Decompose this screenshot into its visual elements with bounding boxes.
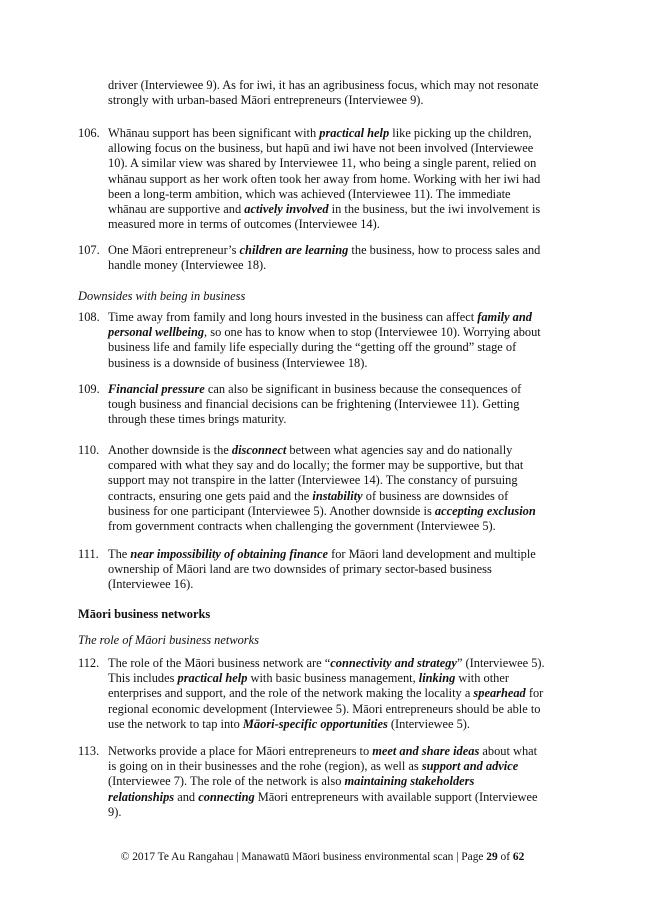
emphasis: maintaining stakeholders — [344, 774, 475, 789]
paragraph-text — [108, 382, 578, 428]
text-run: and — [174, 789, 199, 804]
text-run: in the business, but the iwi involvement is — [328, 202, 541, 217]
emphasis: relationships — [108, 789, 175, 804]
text-run: between what agencies say and do nationally — [286, 443, 513, 457]
text-run: Networks provide a place for Māori entrepreneurs to — [108, 744, 373, 758]
text-run: Māori entrepreneurs with available support (Interviewee — [254, 789, 538, 804]
text-line: tough business and financial decisions can be frightening (Interviewee 11). Getting — [108, 397, 520, 412]
text-line: (Interviewee 16). — [108, 577, 194, 592]
text-run: The — [108, 547, 131, 561]
text-run: with other — [455, 671, 509, 686]
paragraph-number: 112. — [78, 656, 100, 670]
text-line: measured more in terms of outcomes (Interviewee 14). — [108, 217, 380, 232]
emphasis: Māori-specific opportunities — [242, 716, 388, 731]
page-footer — [0, 850, 645, 865]
text-line: been a long-term ambition, which was achieved (Interviewee 11). The immediate — [108, 186, 511, 201]
text-run: ” (Interviewee 5). — [456, 656, 545, 670]
text-line — [108, 382, 578, 397]
text-run: is going on in their businesses and the rohe (region), as well as — [108, 759, 422, 774]
text-line: allowing focus on the business, but hapū and iwi have not been involved (Interviewee — [108, 141, 534, 156]
text-line — [108, 325, 578, 340]
emphasis: personal wellbeing — [108, 325, 205, 340]
emphasis: connecting — [198, 789, 255, 804]
text-line: ownership of Māori land are two downsides of primary sector-based business — [108, 562, 492, 577]
text-run: Whānau support has been significant with — [108, 126, 320, 140]
text-line — [108, 126, 578, 141]
text-line: compared with what they say and do locally; the former may be supportive, but that — [108, 458, 524, 473]
emphasis: meet and share ideas — [372, 744, 480, 758]
paragraph-text — [108, 744, 578, 820]
paragraph-text — [108, 443, 578, 534]
text-run: business for one participant (Interviewee 5). Another downside is — [108, 503, 435, 518]
text-line: 10). A similar view was shared by Interviewee 11, who being a single parent, relied on — [108, 156, 537, 171]
text-line: whānau support as her work often took her away from home. Working with her iwi had — [108, 171, 541, 186]
text-line — [108, 443, 578, 458]
text-line: business life and family life especially during the “getting off the ground” stage of — [108, 340, 517, 355]
text-line — [108, 243, 578, 258]
text-run: whānau are supportive and — [108, 202, 245, 217]
paragraph-text — [108, 656, 578, 732]
text-run: of business are downsides of — [362, 488, 509, 503]
text-line: 9). — [108, 804, 122, 819]
text-line — [108, 671, 578, 686]
text-line — [108, 717, 578, 732]
text-line: handle money (Interviewee 18). — [108, 258, 267, 273]
text-run: about what — [479, 744, 538, 758]
text-line — [108, 744, 578, 759]
text-line: from government contracts when challenging the government (Interviewee 5). — [108, 519, 496, 534]
paragraph-text — [108, 547, 578, 593]
emphasis: spearhead — [473, 686, 526, 701]
text-run: with basic business management, — [247, 671, 419, 686]
text-run: use the network to tap into — [108, 716, 243, 731]
emphasis: support and advice — [421, 759, 519, 774]
text-line: business is a downside of business (Interviewee 18). — [108, 355, 368, 370]
text-line — [108, 504, 578, 519]
paragraph-text — [108, 126, 578, 232]
section-subheading: Downsides with being in business — [78, 289, 246, 303]
paragraph-text — [108, 243, 578, 273]
text-line — [108, 790, 578, 805]
text-run: the business, how to process sales and — [348, 243, 541, 257]
emphasis: connectivity and strategy — [330, 656, 457, 670]
emphasis: family and — [477, 310, 532, 324]
footer-of: of — [497, 851, 513, 863]
footer-text: © 2017 Te Au Rangahau | Manawatū Māori business environmental scan | Page — [120, 851, 487, 863]
paragraph-number: 107. — [78, 243, 100, 257]
text-run: , so one has to know when to stop (Interviewee 10). Worrying about — [204, 325, 541, 340]
text-run: The role of the Māori business network are “ — [108, 656, 331, 670]
text-run: Another downside is the — [108, 443, 232, 457]
text-line — [108, 202, 578, 217]
text-run: (Interviewee 7). The role of the network is also — [108, 774, 345, 789]
emphasis: children are learning — [239, 243, 349, 257]
section-subheading: The role of Māori business networks — [78, 633, 259, 647]
text-line — [108, 310, 578, 325]
text-run: contracts, ensuring one gets paid and the — [108, 488, 313, 503]
paragraph-number: 113. — [78, 744, 100, 758]
continued-paragraph — [108, 78, 578, 108]
text-line: support may not transpire in the latter (Interviewee 14). The constancy of pursuing — [108, 473, 518, 488]
paragraph-text — [108, 310, 578, 371]
text-line: strongly with urban-based Māori entrepreneurs (Interviewee 9). — [108, 93, 424, 108]
text-line: driver (Interviewee 9). As for iwi, it has an agribusiness focus, which may not resonate — [108, 78, 539, 92]
emphasis: disconnect — [231, 443, 287, 457]
paragraph-number: 106. — [78, 126, 100, 140]
text-line — [108, 774, 578, 789]
text-line — [108, 547, 578, 562]
text-run: can also be significant in business because the consequences of — [204, 382, 522, 396]
emphasis: actively involved — [244, 202, 329, 217]
emphasis: linking — [418, 671, 456, 686]
text-line — [108, 656, 578, 671]
text-line: regional economic development (Interviewee 5). Māori entrepreneurs should be able to — [108, 701, 541, 716]
emphasis: practical help — [319, 126, 390, 140]
text-run: One Māori entrepreneur’s — [108, 243, 240, 257]
emphasis: instability — [312, 488, 363, 503]
text-line — [108, 759, 578, 774]
text-run: This includes — [108, 671, 178, 686]
text-run: like picking up the children, — [389, 126, 532, 140]
emphasis: near impossibility of obtaining finance — [130, 547, 328, 561]
section-heading: Māori business networks — [78, 607, 211, 621]
emphasis: accepting exclusion — [434, 503, 536, 518]
paragraph-number: 111. — [78, 547, 99, 561]
text-line: through these times brings maturity. — [108, 412, 287, 427]
text-line — [108, 686, 578, 701]
text-run: enterprises and support, and the role of the network making the locality a — [108, 686, 474, 701]
paragraph-number: 108. — [78, 310, 100, 324]
text-run: for Māori land development and multiple — [327, 547, 536, 561]
total-page-count: 62 — [512, 851, 525, 863]
current-page-number: 29 — [486, 851, 498, 863]
emphasis: practical help — [177, 671, 248, 686]
emphasis: Financial pressure — [108, 382, 205, 396]
text-line — [108, 489, 578, 504]
paragraph-number: 110. — [78, 443, 100, 457]
text-run: for — [525, 686, 544, 701]
paragraph-number: 109. — [78, 382, 100, 396]
text-run: Time away from family and long hours invested in the business can affect — [108, 310, 478, 324]
text-run: (Interviewee 5). — [387, 716, 471, 731]
